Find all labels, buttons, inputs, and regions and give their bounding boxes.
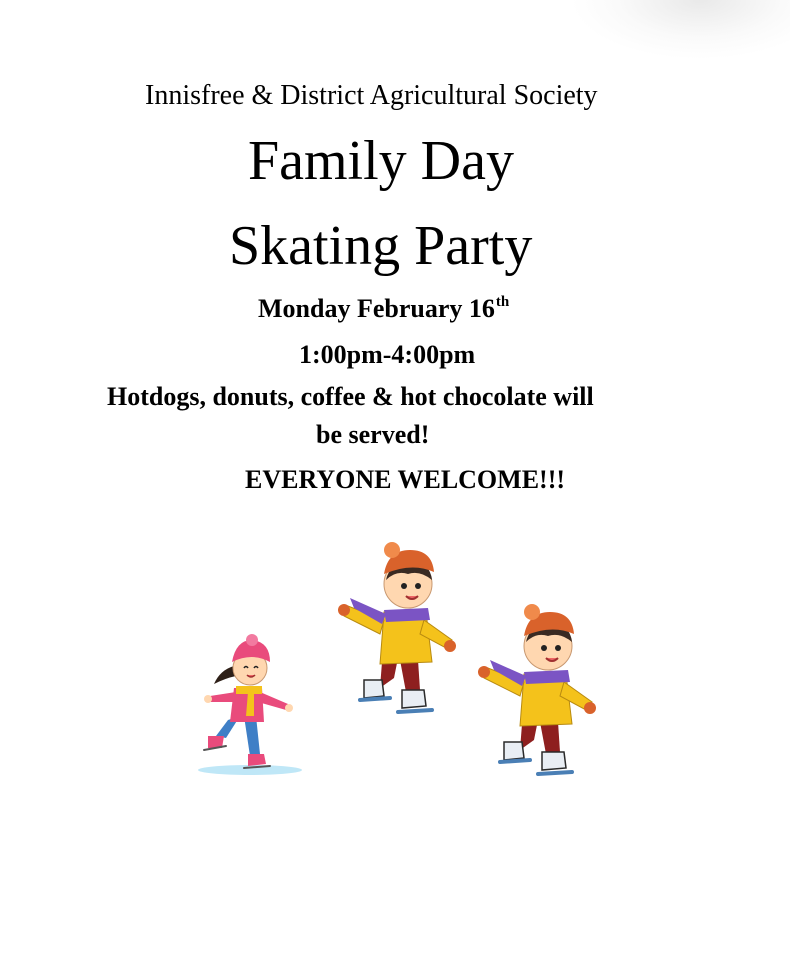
food-info-line-1: Hotdogs, donuts, coffee & hot chocolate will (107, 382, 594, 411)
boy-skater-icon (478, 604, 596, 774)
event-title-line-1: Family Day (248, 130, 514, 192)
event-time: 1:00pm-4:00pm (299, 340, 476, 369)
food-info-line-2: be served! (316, 420, 430, 449)
welcome-message: EVERYONE WELCOME!!! (245, 465, 566, 494)
girl-skater-icon (198, 634, 302, 775)
corner-shadow (570, 0, 790, 60)
event-date (258, 295, 509, 322)
event-date-suffix: th (495, 294, 510, 310)
event-title-line-2: Skating Party (229, 215, 533, 277)
event-date-text: Monday February 16 (258, 294, 495, 323)
organization-name: Innisfree & District Agricultural Society (145, 80, 598, 111)
boy-skater-icon (338, 542, 456, 712)
skaters-illustration (190, 540, 620, 790)
